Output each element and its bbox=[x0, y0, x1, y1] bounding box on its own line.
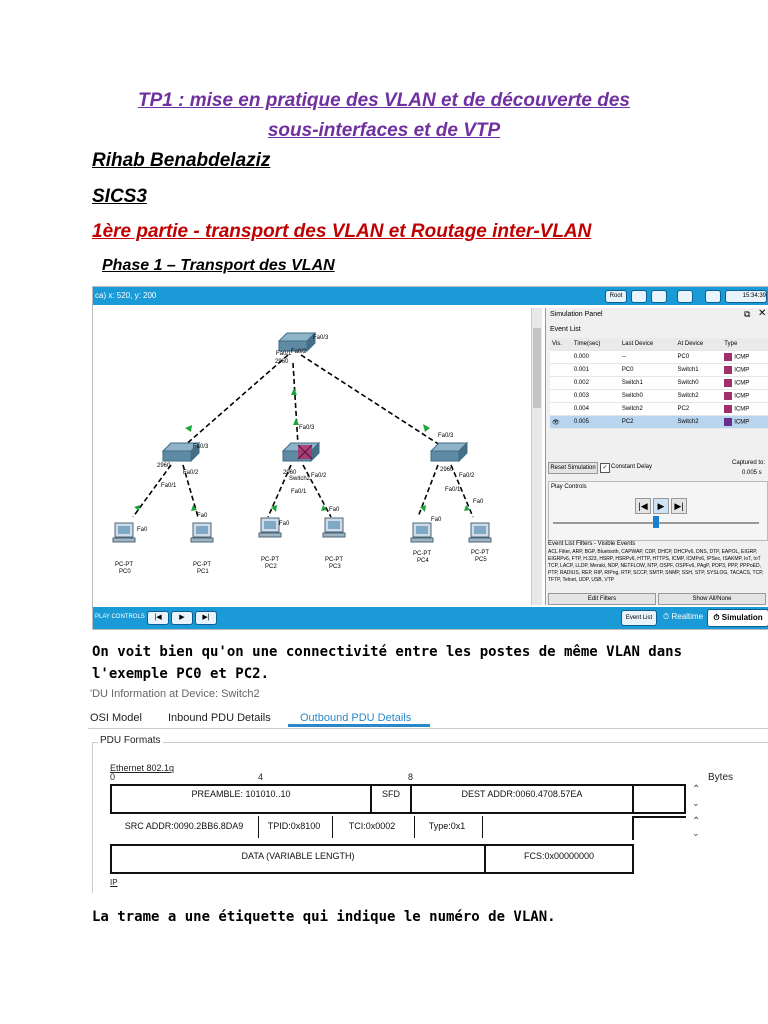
event-vis bbox=[550, 364, 572, 377]
bottom-play-button[interactable]: ▶ bbox=[171, 611, 193, 625]
bottom-back-button[interactable]: |◀ bbox=[147, 611, 169, 625]
realtime-tab-label: Realtime bbox=[671, 612, 704, 621]
right-fa02-label: Fa0/2 bbox=[459, 473, 475, 479]
field-data-text: DATA (VARIABLE LENGTH) bbox=[241, 851, 355, 861]
icmp-color-icon bbox=[724, 405, 732, 413]
col-vis[interactable]: Vis. bbox=[550, 338, 572, 351]
speed-slider-thumb[interactable] bbox=[653, 516, 659, 528]
paragraph-line-2: l'exemple PC0 et PC2. bbox=[92, 666, 270, 682]
event-row[interactable] bbox=[550, 351, 768, 364]
trunk-links bbox=[183, 355, 443, 447]
pt-root-label: Root bbox=[609, 293, 623, 299]
event-time: 0.005 bbox=[572, 416, 620, 429]
pc1-fa0-label: Fa0 bbox=[197, 513, 208, 519]
simulation-tab-label: Simulation bbox=[721, 613, 763, 622]
field-sfd bbox=[370, 784, 412, 814]
pt-clock bbox=[725, 290, 767, 303]
canvas-scroll-thumb[interactable] bbox=[533, 328, 541, 408]
captured-to-label: Captured to: bbox=[732, 460, 766, 466]
class-name: SICS3 bbox=[92, 186, 147, 207]
event-time: 0.002 bbox=[572, 377, 620, 390]
icmp-color-icon bbox=[724, 392, 732, 400]
switch-right-icon[interactable] bbox=[431, 443, 467, 461]
event-at: Switch2 bbox=[676, 416, 723, 429]
event-type: ICMP bbox=[734, 406, 750, 413]
pt-tool-button-1[interactable] bbox=[631, 290, 647, 303]
event-type: ICMP bbox=[734, 367, 750, 374]
ruler-4: 4 bbox=[258, 772, 264, 782]
pc1-type: PC-PT bbox=[193, 562, 211, 568]
pc4-fa0-label: Fa0 bbox=[431, 517, 442, 523]
pc4-icon[interactable] bbox=[411, 523, 433, 542]
left-fa02-label: Fa0/2 bbox=[183, 470, 199, 476]
sim-panel-title: Simulation Panel bbox=[550, 311, 603, 318]
pt-tool-button-4[interactable] bbox=[705, 290, 721, 303]
event-type-cell bbox=[722, 416, 768, 429]
pdu-header: 'DU Information at Device: Switch2 bbox=[90, 688, 260, 700]
play-button[interactable]: ▶ bbox=[653, 498, 669, 514]
field-src-text: SRC ADDR:0090.2BB6.8DA9 bbox=[124, 821, 244, 831]
event-vis bbox=[550, 377, 572, 390]
row2-divider-4 bbox=[482, 816, 483, 838]
row2-divider-1 bbox=[258, 816, 259, 838]
event-row[interactable] bbox=[550, 403, 768, 416]
pdu-scroll-up-icon[interactable]: ⌃ bbox=[692, 784, 701, 795]
col-at-device[interactable]: At Device bbox=[676, 338, 723, 351]
event-list-tab[interactable] bbox=[621, 610, 657, 626]
constant-delay-checkbox[interactable]: ✓ bbox=[600, 463, 610, 473]
event-at: PC0 bbox=[676, 351, 723, 364]
play-controls-label: Play Controls bbox=[551, 484, 587, 490]
document-title bbox=[92, 86, 676, 146]
show-all-button[interactable] bbox=[658, 593, 766, 605]
pc1-icon[interactable] bbox=[191, 523, 213, 542]
field-src bbox=[110, 816, 258, 836]
event-at: PC2 bbox=[676, 403, 723, 416]
pc5-fa0-label: Fa0 bbox=[473, 499, 484, 505]
event-time: 0.000 bbox=[572, 351, 620, 364]
pc2-fa0-label: Fa0 bbox=[279, 521, 290, 527]
icmp-color-icon bbox=[724, 353, 732, 361]
canvas-scrollbar[interactable] bbox=[531, 308, 542, 605]
pt-bottom-bar bbox=[93, 607, 768, 629]
pc0-fa0-label: Fa0 bbox=[137, 527, 148, 533]
col-type[interactable]: Type bbox=[722, 338, 768, 351]
filters-title: Event List Filters - Visible Events bbox=[548, 541, 636, 547]
pt-tool-button-3[interactable] bbox=[677, 290, 693, 303]
mid-fa03-label: Fa0/3 bbox=[299, 425, 315, 431]
pc5-icon[interactable] bbox=[469, 523, 491, 542]
core-fa01-label: Fa0/1 bbox=[276, 351, 292, 357]
event-type-cell bbox=[722, 364, 768, 377]
tab-inbound-pdu[interactable]: Inbound PDU Details bbox=[168, 712, 271, 724]
field-tpid bbox=[258, 816, 330, 836]
event-type-cell bbox=[722, 351, 768, 364]
event-list-label: Event List bbox=[550, 326, 581, 333]
event-type: ICMP bbox=[734, 354, 750, 361]
event-vis bbox=[550, 351, 572, 364]
simulation-tab[interactable]: ⏱ Simulation bbox=[707, 609, 768, 627]
constant-delay-label: Constant Delay bbox=[611, 464, 653, 470]
ruler-bytes: Bytes bbox=[708, 772, 734, 783]
pc0-type: PC-PT bbox=[115, 562, 133, 568]
event-at: Switch1 bbox=[676, 364, 723, 377]
title-line-1: TP1 : mise en pratique des VLAN et de découverte des bbox=[137, 90, 631, 111]
field-tpid-text: TPID:0x8100 bbox=[267, 821, 321, 831]
field-fcs bbox=[484, 844, 634, 874]
pc3-icon[interactable] bbox=[323, 518, 345, 537]
switch-right-label: 2960 bbox=[440, 467, 454, 473]
pdu-scroll-down-icon-2[interactable]: ⌄ bbox=[692, 828, 700, 838]
event-type-cell bbox=[722, 377, 768, 390]
icmp-color-icon bbox=[724, 418, 732, 426]
event-last: Switch1 bbox=[620, 377, 676, 390]
field-dest-cont bbox=[632, 784, 686, 814]
mid-fa02-label: Fa0/2 bbox=[311, 473, 327, 479]
field-preamble bbox=[110, 784, 372, 814]
icmp-color-icon bbox=[724, 379, 732, 387]
field-fcs-text: FCS:0x00000000 bbox=[523, 851, 595, 861]
pc0-name: PC0 bbox=[119, 569, 131, 575]
pc5-name: PC5 bbox=[475, 557, 487, 563]
event-last: -- bbox=[620, 351, 676, 364]
field-preamble-text: PREAMBLE: 101010..10 bbox=[191, 789, 291, 799]
tab-active-underline bbox=[288, 724, 430, 727]
event-time: 0.003 bbox=[572, 390, 620, 403]
pc3-fa0-label: Fa0 bbox=[329, 507, 340, 513]
event-type-cell bbox=[722, 390, 768, 403]
eye-icon: 👁 bbox=[550, 416, 572, 429]
switch-middle-icon[interactable] bbox=[283, 443, 319, 461]
captured-to-value: 0.005 s bbox=[742, 470, 762, 476]
event-list-header bbox=[550, 338, 768, 351]
event-last: Switch0 bbox=[620, 390, 676, 403]
icmp-color-icon bbox=[724, 366, 732, 374]
pdu-scroll-down-icon[interactable]: ⌄ bbox=[692, 798, 700, 808]
realtime-tab[interactable]: ⏱ Realtime bbox=[663, 612, 704, 621]
pc2-type: PC-PT bbox=[261, 557, 279, 563]
event-last: Switch2 bbox=[620, 403, 676, 416]
tab-osi-model[interactable]: OSI Model bbox=[90, 712, 142, 724]
field-dest-text: DEST ADDR:0060.4708.57EA bbox=[461, 789, 583, 799]
pt-root-button[interactable] bbox=[605, 290, 627, 303]
simulation-panel bbox=[545, 308, 768, 605]
tab-divider bbox=[88, 728, 768, 729]
event-row[interactable] bbox=[550, 377, 768, 390]
event-time: 0.004 bbox=[572, 403, 620, 416]
core-fa02-label: Fa0/2 bbox=[291, 349, 307, 355]
pt-coords: ca) x: 520, y: 200 bbox=[95, 291, 157, 300]
author-name: Rihab Benabdelaziz bbox=[92, 150, 271, 171]
step-forward-button[interactable]: ▶| bbox=[671, 498, 687, 514]
pc3-type: PC-PT bbox=[325, 557, 343, 563]
event-type: ICMP bbox=[734, 393, 750, 400]
close-icon[interactable]: ✕ bbox=[758, 308, 767, 319]
pt-clock-text: 15:34:39 bbox=[742, 293, 766, 299]
row2-divider-3 bbox=[414, 816, 415, 838]
step-back-button[interactable]: |◀ bbox=[635, 498, 651, 514]
edit-filters-button[interactable] bbox=[548, 593, 656, 605]
event-row[interactable] bbox=[550, 390, 768, 403]
field-data bbox=[110, 844, 486, 874]
core-fa03-label: Fa0/3 bbox=[313, 335, 329, 341]
event-row[interactable] bbox=[550, 364, 768, 377]
event-type: ICMP bbox=[734, 380, 750, 387]
event-type-cell bbox=[722, 403, 768, 416]
pc1-name: PC1 bbox=[197, 569, 209, 575]
event-list-table bbox=[550, 338, 768, 429]
col-last-device[interactable]: Last Device bbox=[620, 338, 676, 351]
reset-simulation-label: Reset Simulation bbox=[550, 465, 596, 471]
event-type: ICMP bbox=[734, 419, 750, 426]
pc0-icon[interactable] bbox=[113, 523, 135, 542]
packet-tracer-screenshot bbox=[92, 286, 768, 630]
left-fa03-label: Fa0/3 bbox=[193, 444, 209, 450]
pc4-name: PC4 bbox=[417, 558, 429, 564]
phase-heading: Phase 1 – Transport des VLAN bbox=[102, 257, 335, 274]
pdu-info-screenshot bbox=[88, 688, 768, 894]
right-fa01-label: Fa0/1 bbox=[445, 487, 461, 493]
pc3-name: PC3 bbox=[329, 564, 341, 570]
ruler-0: 0 bbox=[110, 772, 116, 782]
pt-top-bar bbox=[93, 287, 768, 305]
switch-left-label: 2960 bbox=[157, 463, 171, 469]
undock-icon[interactable]: ⧉ bbox=[744, 309, 751, 319]
pdu-scroll-up-icon-2[interactable]: ⌃ bbox=[692, 816, 701, 827]
switch-core-label: 2960 bbox=[275, 359, 289, 365]
paragraph-line-1: On voit bien qu'on une connectivité entre les postes de même VLAN dans bbox=[92, 644, 683, 660]
event-row-selected[interactable] bbox=[550, 416, 768, 429]
switch-middle-label: 2960 bbox=[283, 470, 297, 476]
mid-fa01-label: Fa0/1 bbox=[291, 489, 307, 495]
field-type bbox=[414, 816, 480, 836]
pc2-icon[interactable] bbox=[259, 518, 281, 537]
event-last: PC2 bbox=[620, 416, 676, 429]
edit-filters-label: Edit Filters bbox=[587, 596, 617, 602]
field-tci-text: TCI:0x0002 bbox=[348, 821, 396, 831]
right-fa03-label: Fa0/3 bbox=[438, 433, 454, 439]
filters-text: ACL Filter, ARP, BGP, Bluetooth, CAPWAP, CDP, DHCP, DHCPv6, DNS, DTP, EAPOL, EIGRP, EIGRPv6, FTP, H.323, HSRP, HSRPv6, HTTP, HTTPS, ICMP, ICMPv6, IPSec, ISAKMP, IoT, IoT TCP, LACP, LLDP, Meraki, NDP, NETFLOW, NTP, OSPF, OSPFv6, PAgP, POP3, PPP, PPPoED, PTP, RADIUS, REP, RIP, RIPng, RTP, SCCP, SMTP, SNMP, SSH, STP, SYSLOG, TACACS, TCP, TFTP, Telnet, UDP, USB, VTP bbox=[548, 549, 764, 583]
event-vis bbox=[550, 403, 572, 416]
row2-right-box bbox=[632, 816, 686, 840]
left-fa01-label: Fa0/1 bbox=[161, 483, 177, 489]
event-at: Switch0 bbox=[676, 377, 723, 390]
row2-divider-2 bbox=[332, 816, 333, 838]
event-list-tab-label: Event List bbox=[625, 615, 653, 621]
bottom-forward-button[interactable]: ▶| bbox=[195, 611, 217, 625]
pc5-type: PC-PT bbox=[471, 550, 489, 556]
title-line-2: sous-interfaces et de VTP bbox=[267, 120, 501, 141]
field-sfd-text: SFD bbox=[382, 789, 400, 799]
tab-outbound-pdu[interactable]: Outbound PDU Details bbox=[300, 712, 412, 724]
show-all-label: Show All/None bbox=[692, 596, 732, 602]
pc4-type: PC-PT bbox=[413, 551, 431, 557]
col-time[interactable]: Time(sec) bbox=[572, 338, 620, 351]
pdu-formats-label: PDU Formats bbox=[100, 735, 161, 746]
event-vis bbox=[550, 390, 572, 403]
event-last: PC0 bbox=[620, 364, 676, 377]
play-controls-group bbox=[548, 481, 768, 541]
pt-tool-button-2[interactable] bbox=[651, 290, 667, 303]
reset-simulation-button[interactable] bbox=[548, 462, 598, 474]
field-type-text: Type:0x1 bbox=[428, 821, 466, 831]
event-at: Switch2 bbox=[676, 390, 723, 403]
pc2-name: PC2 bbox=[265, 564, 277, 570]
switch-middle-name: Switch2 bbox=[289, 476, 311, 482]
ruler-8: 8 bbox=[408, 772, 414, 782]
play-controls-bottom-label: PLAY CONTROLS bbox=[95, 614, 145, 620]
paragraph-frame-tag: La trame a une étiquette qui indique le numéro de VLAN. bbox=[92, 909, 556, 925]
frame-label: Ethernet 802.1q bbox=[110, 763, 175, 773]
field-tci bbox=[332, 816, 412, 836]
event-time: 0.001 bbox=[572, 364, 620, 377]
part-heading: 1ère partie - transport des VLAN et Routage inter-VLAN bbox=[92, 221, 592, 242]
field-dest bbox=[410, 784, 634, 814]
ip-label: IP bbox=[110, 878, 118, 887]
paragraph-connectivity bbox=[92, 641, 682, 685]
